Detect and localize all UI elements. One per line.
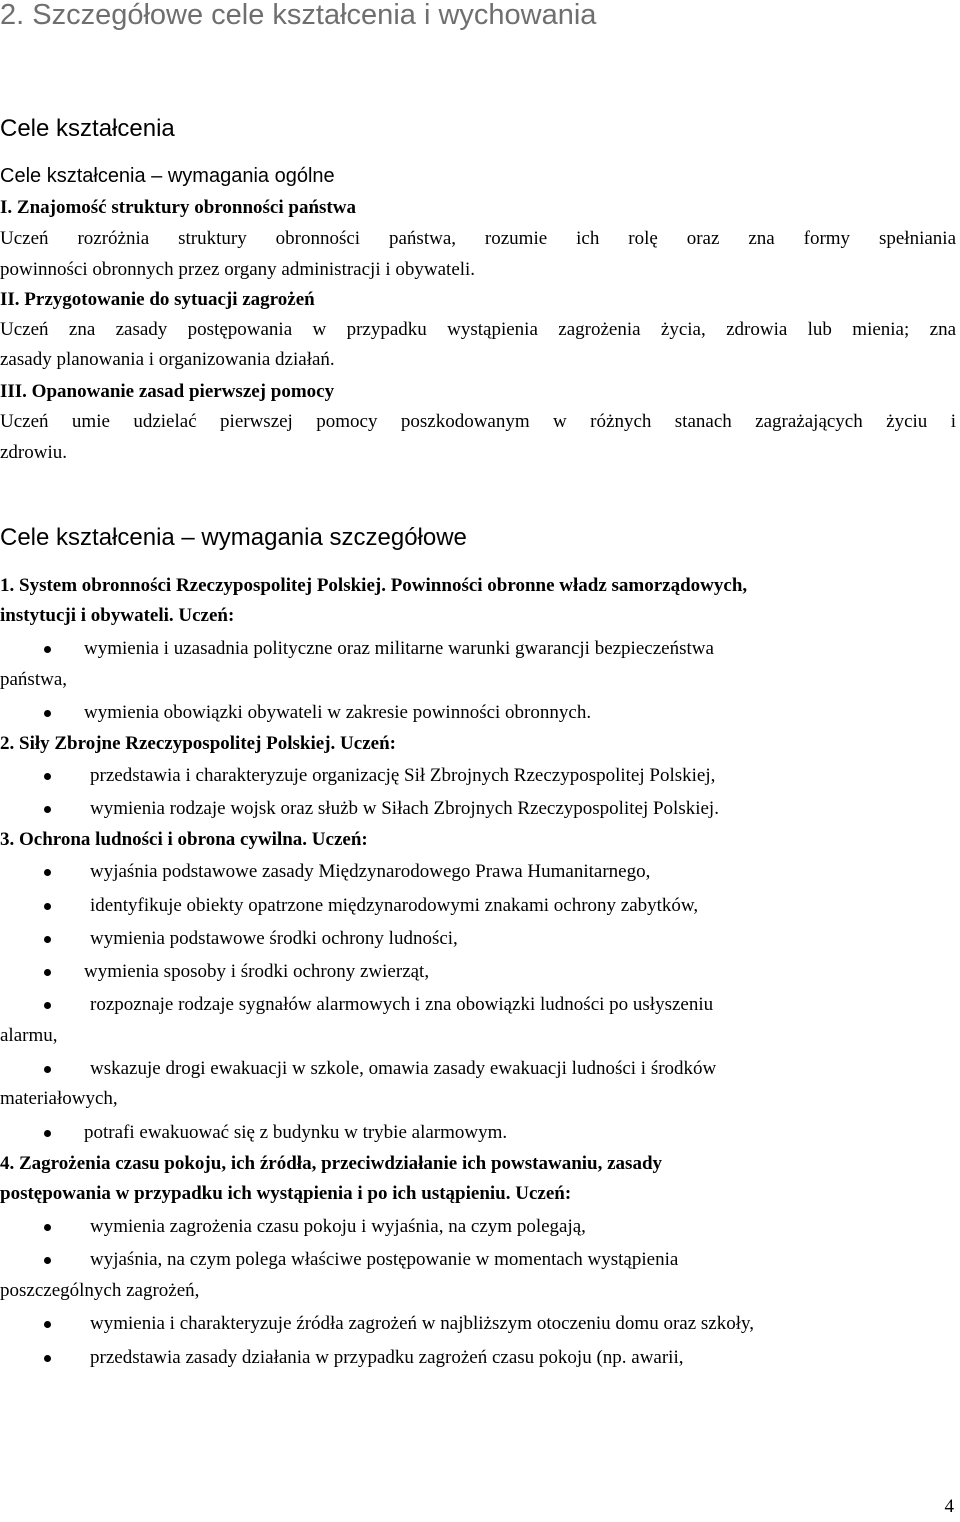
list-item-text: przedstawia i charakteryzuje organizację Sił Zbrojnych Rzeczypospolitej Polskiej, [90, 765, 716, 786]
page-number: 4 [944, 1496, 954, 1517]
list-item-text: wyjaśnia podstawowe zasady Międzynarodowego Prawa Humanitarnego, [90, 861, 651, 882]
list-item [0, 764, 956, 788]
chapter-title: 2. Szczegółowe cele kształcenia i wychowania [0, 0, 597, 31]
bullet-icon [44, 1066, 51, 1073]
goal-i-heading: I. Znajomość struktury obronności państwa [0, 197, 356, 218]
bullet-icon [44, 936, 51, 943]
list-item [0, 927, 956, 951]
bullet-icon [44, 1002, 51, 1009]
list-item-text: wymienia zagrożenia czasu pokoju i wyjaśnia, na czym polegają, [90, 1216, 586, 1237]
list-item-text: wymienia i charakteryzuje źródła zagrożeń w najbliższym otoczeniu domu oraz szkoły, [90, 1313, 755, 1334]
goal-iii-text-line2: zdrowiu. [0, 442, 68, 463]
list-item-continuation: materiałowych, [0, 1088, 118, 1109]
goal-i-text-line1: Uczeń rozróżnia struktury obronności państwa, rozumie ich rolę oraz zna formy spełniania [0, 228, 956, 249]
goal-iii-heading: III. Opanowanie zasad pierwszej pomocy [0, 381, 335, 402]
bullet-icon [44, 969, 51, 976]
list-item-continuation: państwa, [0, 669, 68, 690]
list-item [0, 1215, 956, 1239]
list-item [0, 1057, 956, 1081]
goal-i-text-line2: powinności obronnych przez organy administracji i obywateli. [0, 259, 476, 280]
bullet-icon [44, 1130, 51, 1137]
list-item [0, 797, 956, 821]
goal-ii-text-line2: zasady planowania i organizowania działań. [0, 349, 335, 370]
bullet-icon [44, 1321, 51, 1328]
list-item-text: identyfikuje obiekty opatrzone międzynarodowymi znakami ochrony zabytków, [90, 895, 699, 916]
list-item [0, 1121, 956, 1145]
section-1-heading-line2: instytucji i obywateli. Uczeń: [0, 605, 235, 626]
detailed-requirements-heading: Cele kształcenia – wymagania szczegółowe [0, 524, 467, 551]
list-item [0, 894, 956, 918]
list-item [0, 860, 956, 884]
bullet-icon [44, 773, 51, 780]
list-item [0, 701, 956, 725]
list-item [0, 960, 956, 984]
goal-ii-heading: II. Przygotowanie do sytuacji zagrożeń [0, 289, 315, 310]
list-item-text: wyjaśnia, na czym polega właściwe postępowanie w momentach wystąpienia [90, 1249, 679, 1270]
list-item-text: wymienia obowiązki obywateli w zakresie powinności obronnych. [84, 702, 592, 723]
list-item [0, 993, 956, 1017]
bullet-icon [44, 1257, 51, 1264]
bullet-icon [44, 869, 51, 876]
section-1-heading-line1: 1. System obronności Rzeczypospolitej Polskiej. Powinności obronne władz samorządowych, [0, 575, 748, 596]
section-3-heading: 3. Ochrona ludności i obrona cywilna. Uczeń: [0, 829, 368, 850]
general-requirements-heading: Cele kształcenia – wymagania ogólne [0, 165, 335, 187]
bullet-icon [44, 646, 51, 653]
section-4-heading-line2: postępowania w przypadku ich wystąpienia i po ich ustąpieniu. Uczeń: [0, 1183, 572, 1204]
bullet-icon [44, 1355, 51, 1362]
list-item-continuation: poszczególnych zagrożeń, [0, 1280, 200, 1301]
list-item-text: wymienia rodzaje wojsk oraz służb w Siłach Zbrojnych Rzeczypospolitej Polskiej. [90, 798, 719, 819]
list-item [0, 1346, 956, 1370]
goal-iii-text-line1: Uczeń umie udzielać pierwszej pomocy poszkodowanym w różnych stanach zagrażających życiu i [0, 411, 956, 432]
bullet-icon [44, 806, 51, 813]
list-item [0, 1248, 956, 1272]
list-item-text: wymienia podstawowe środki ochrony ludności, [90, 928, 458, 949]
section-title: Cele kształcenia [0, 115, 175, 142]
section-2-heading: 2. Siły Zbrojne Rzeczypospolitej Polskiej. Uczeń: [0, 733, 396, 754]
goal-ii-text-line1: Uczeń zna zasady postępowania w przypadku wystąpienia zagrożenia życia, zdrowia lub mienia; zna [0, 319, 956, 340]
bullet-icon [44, 1224, 51, 1231]
list-item-continuation: alarmu, [0, 1025, 58, 1046]
list-item-text: rozpoznaje rodzaje sygnałów alarmowych i zna obowiązki ludności po usłyszeniu [90, 994, 714, 1015]
list-item-text: wymienia i uzasadnia polityczne oraz militarne warunki gwarancji bezpieczeństwa [84, 638, 714, 659]
list-item-text: potrafi ewakuować się z budynku w trybie alarmowym. [84, 1122, 508, 1143]
list-item-text: wymienia sposoby i środki ochrony zwierząt, [84, 961, 430, 982]
list-item-text: przedstawia zasady działania w przypadku zagrożeń czasu pokoju (np. awarii, [90, 1347, 684, 1368]
list-item [0, 637, 956, 661]
list-item-text: wskazuje drogi ewakuacji w szkole, omawia zasady ewakuacji ludności i środków [90, 1058, 717, 1079]
list-item [0, 1312, 956, 1336]
bullet-icon [44, 903, 51, 910]
bullet-icon [44, 710, 51, 717]
section-4-heading-line1: 4. Zagrożenia czasu pokoju, ich źródła, przeciwdziałanie ich powstawaniu, zasady [0, 1153, 663, 1174]
